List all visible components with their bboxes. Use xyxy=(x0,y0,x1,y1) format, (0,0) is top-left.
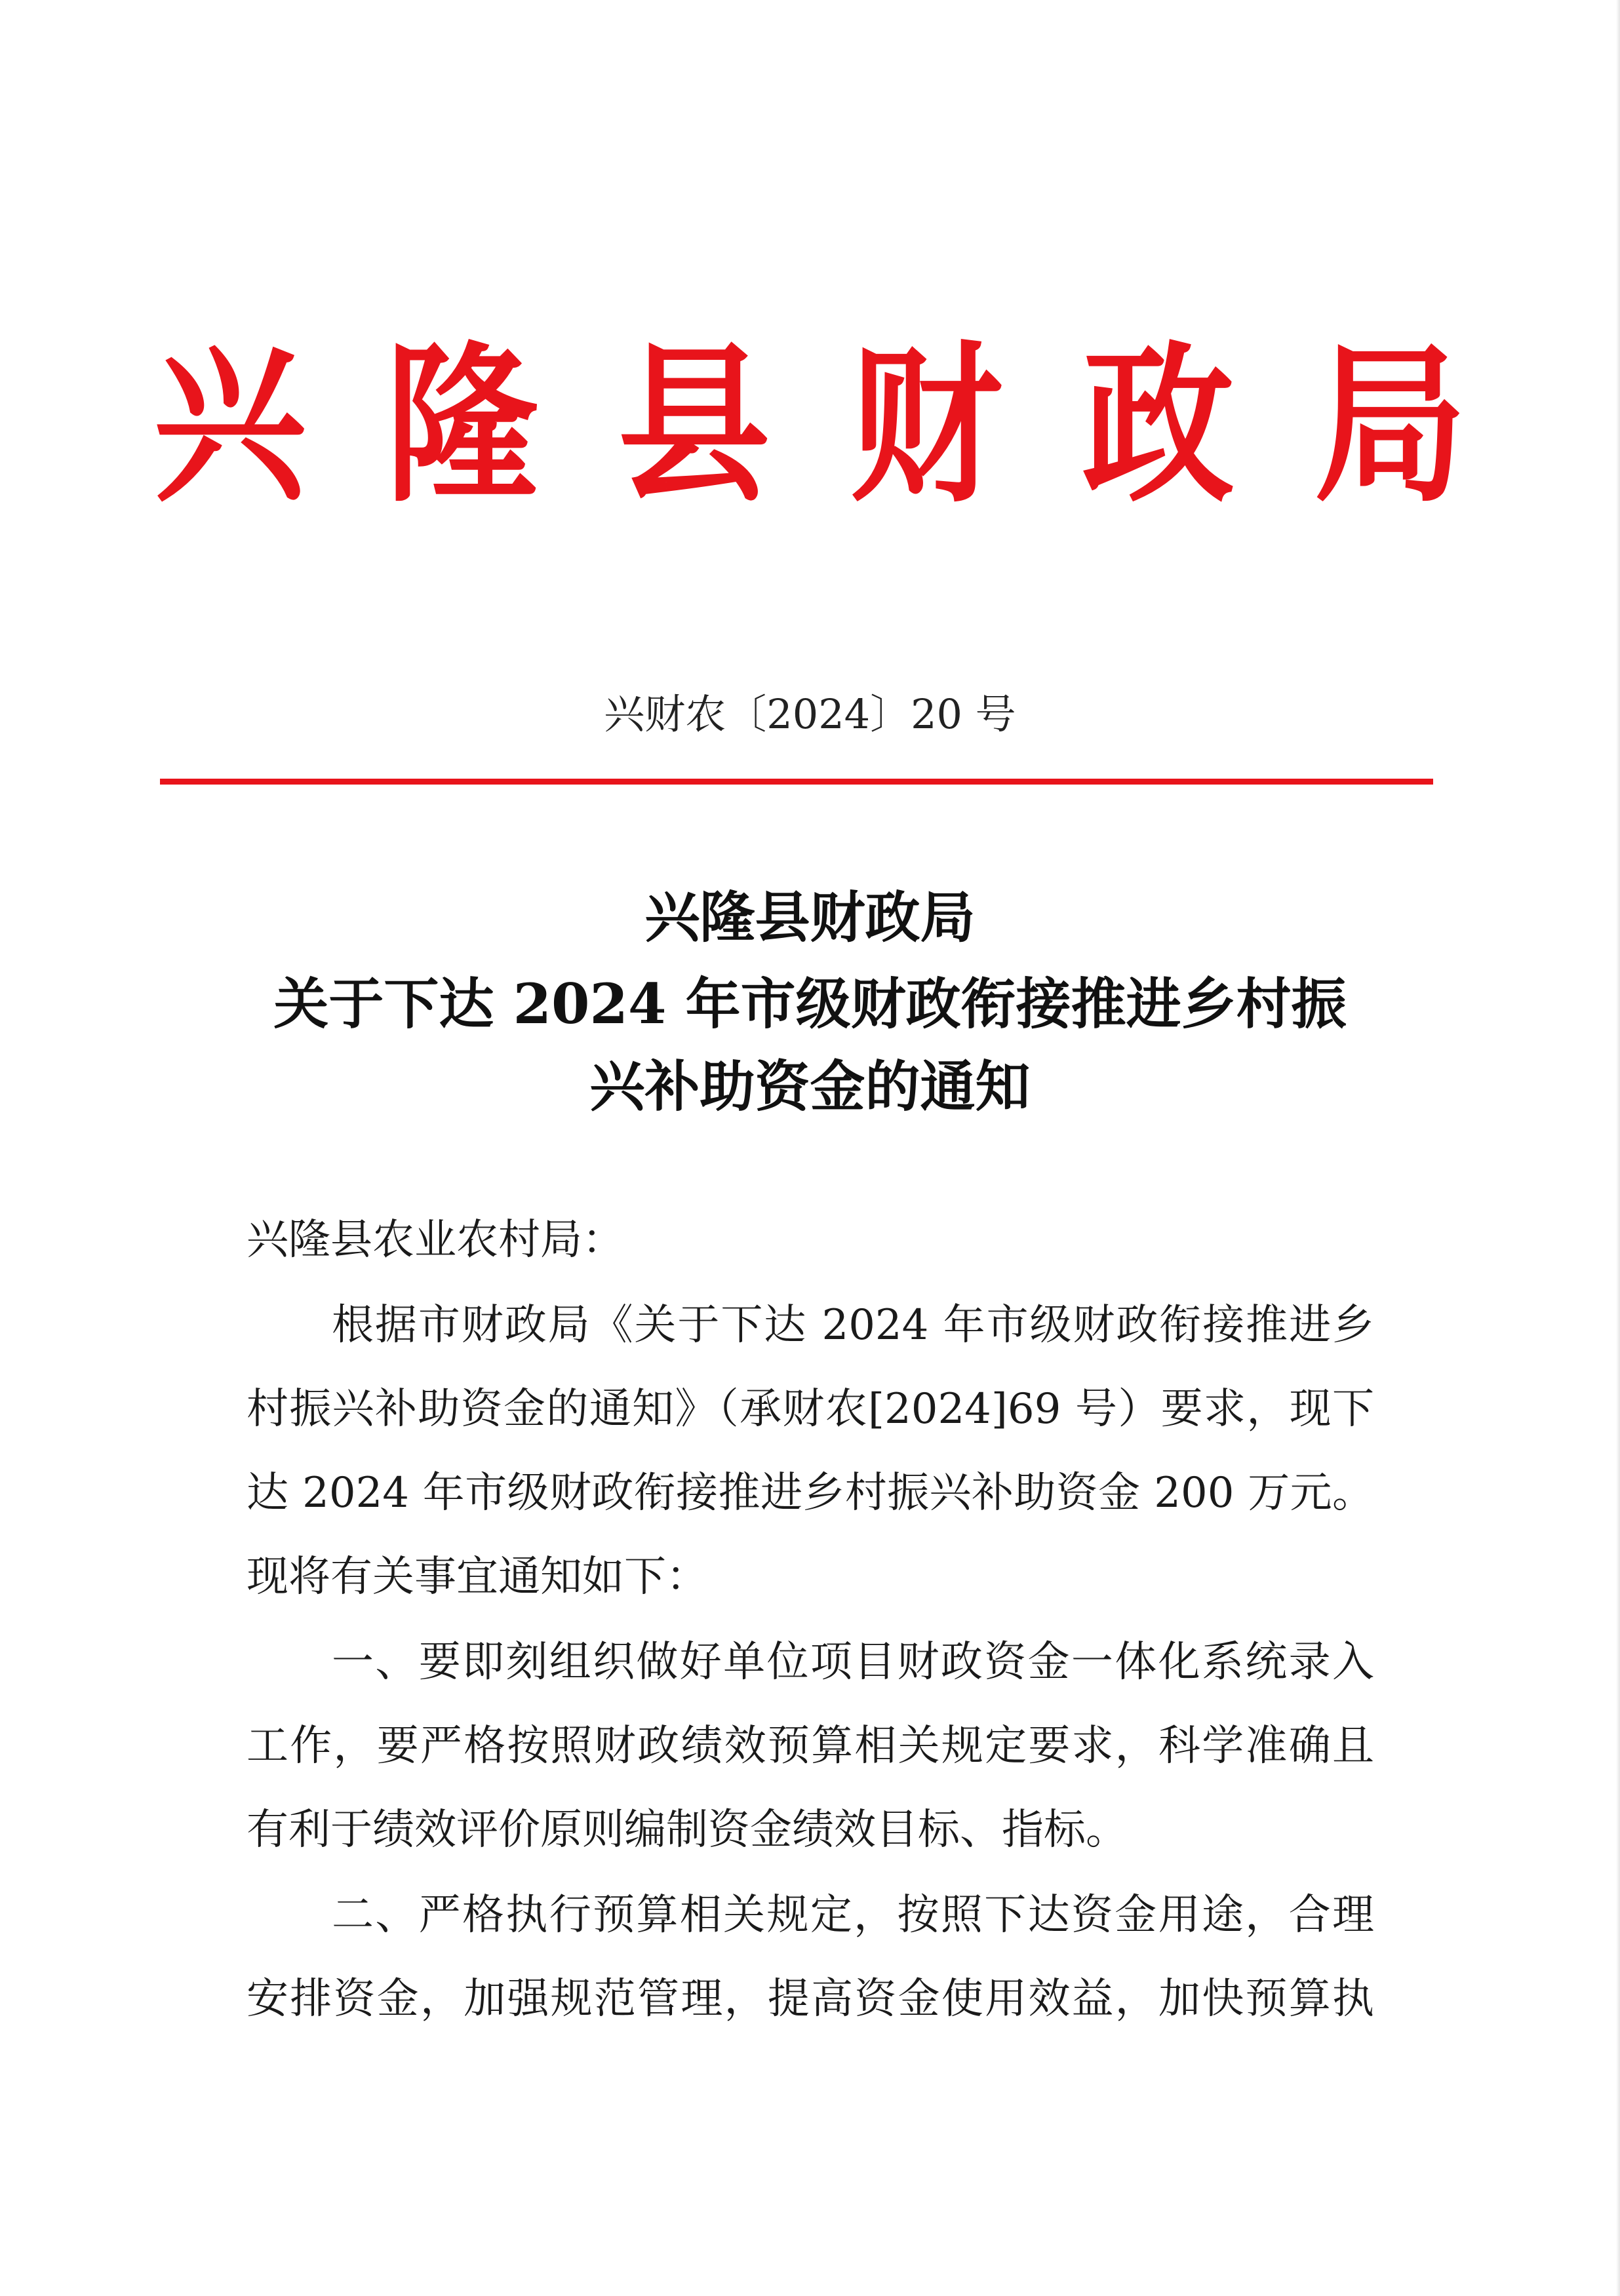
letterhead-char: 政 xyxy=(1082,326,1235,526)
paragraph-2-line: 有利于绩效评价原则编制资金绩效目标、指标。 xyxy=(247,1806,1128,1854)
document-title-line-2: 关于下达 2024 年市级财政衔接推进乡村振 xyxy=(273,971,1347,1036)
paragraph-1-line: 村振兴补助资金的通知》（承财农[2024]69 号）要求，现下 xyxy=(247,1385,1374,1433)
document-title-line-1: 兴隆县财政局 xyxy=(644,885,976,950)
paragraph-1-line: 现将有关事宜通知如下： xyxy=(247,1553,708,1601)
letterhead-char: 兴 xyxy=(153,326,306,526)
paragraph-1-line: 达 2024 年市级财政衔接推进乡村振兴补助资金 200 万元。 xyxy=(247,1469,1374,1517)
letterhead-title xyxy=(0,326,1620,526)
paragraph-2-line: 工作，要严格按照财政绩效预算相关规定要求，科学准确且 xyxy=(247,1722,1374,1770)
document-title-line-3: 兴补助资金的通知 xyxy=(589,1054,1031,1119)
paragraph-2-line: 一、要即刻组织做好单位项目财政资金一体化系统录入 xyxy=(332,1638,1374,1686)
paragraph-3-line: 二、严格执行预算相关规定，按照下达资金用途，合理 xyxy=(332,1891,1374,1939)
document-number: 兴财农〔2024〕20 号 xyxy=(604,690,1016,738)
paragraph-3-line: 安排资金，加强规范管理，提高资金使用效益，加快预算执 xyxy=(247,1975,1374,2023)
letterhead-char: 局 xyxy=(1314,326,1467,526)
letterhead-char: 财 xyxy=(850,326,1002,526)
paragraph-1-line: 根据市财政局《关于下达 2024 年市级财政衔接推进乡 xyxy=(332,1301,1374,1350)
letterhead-char: 县 xyxy=(618,326,770,526)
red-divider-line xyxy=(160,779,1433,785)
scan-edge xyxy=(1616,0,1620,2296)
letterhead-char: 隆 xyxy=(385,326,538,526)
salutation: 兴隆县农业农村局： xyxy=(247,1216,624,1264)
